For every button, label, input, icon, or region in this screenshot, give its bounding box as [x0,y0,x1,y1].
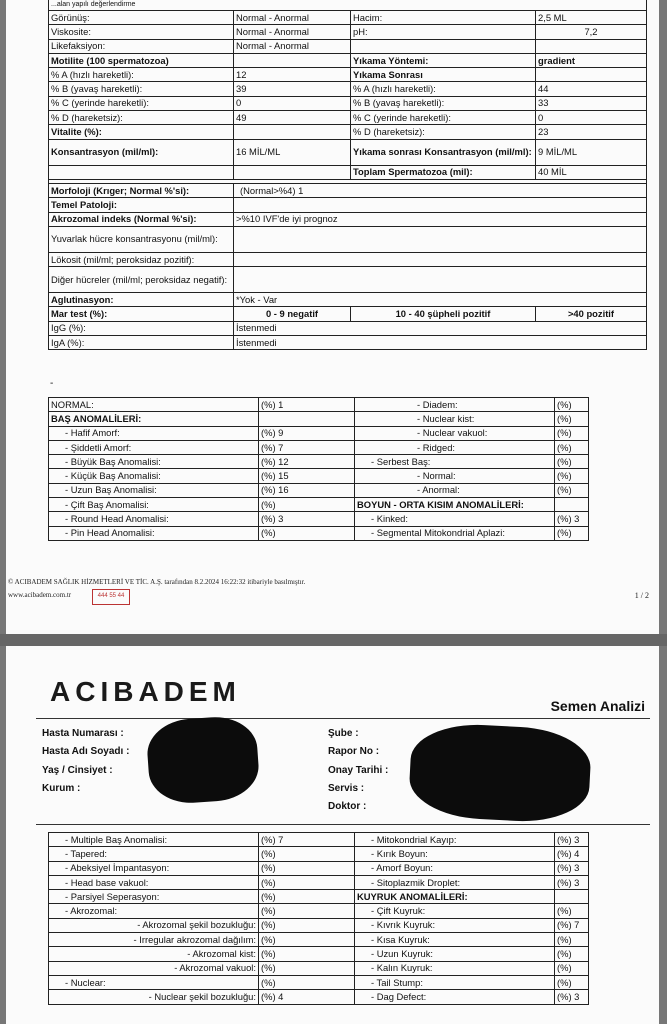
ypa-value: 44 [536,82,647,96]
nuclear-kist-value: (%) [555,412,589,426]
page-number: 1 / 2 [634,591,649,600]
head-base-value: (%) [259,875,355,889]
tail-stump-label: - Tail Stump: [355,975,555,989]
ypb-label: % B (yavaş hareketli): [351,96,536,110]
morfoloji-label: Morfoloji (Krıger; Normal %'si): [49,183,234,197]
mar-positive: >40 pozitif [536,307,647,321]
segmental-value: (%) [555,526,589,540]
serbest-bas-value: (%) [555,455,589,469]
parsiyel-label: - Parsiyel Seperasyon: [49,890,259,904]
kisa-kuyruk-value: (%) [555,933,589,947]
ypb-value: 33 [536,96,647,110]
onay-tarihi-label: Onay Tarihi : [328,765,389,776]
pd-value: 49 [234,111,351,125]
hotline-logo [92,589,130,605]
akr-kist-label: - Akrozomal kist: [49,947,259,961]
motilite-label: Motilite (100 spermatozoa) [49,53,234,67]
hacim-label: Hacim: [351,11,536,25]
konsantrasyon-label: Konsantrasyon (mil/ml): [49,139,234,165]
pin-head-value: (%) [259,526,355,540]
redaction-right [408,721,593,824]
semen-analysis-table [48,0,647,350]
kivrik-kuyruk-label: - Kıvrık Kuyruk: [355,918,555,932]
kalin-kuyruk-value: (%) [555,961,589,975]
yks-label: Yıkama sonrası Konsantrasyon (mil/ml): [351,139,536,165]
ypd-label: % D (hareketsiz): [351,125,536,139]
tapered-value: (%) [259,847,355,861]
multiple-bas-label: - Multiple Baş Anomalisi: [49,833,259,847]
akrozomal-label: Akrozomal indeks (Normal %'si): [49,212,234,226]
hotline-number: 444 55 44 [97,593,125,599]
cut-row: ...alan yapılı değerlendirme [49,0,647,11]
siddetli-amorf-label: - Şiddetli Amorf: [49,440,259,454]
normal-label: NORMAL: [49,398,259,412]
ridged-value: (%) [555,440,589,454]
normal-value: (%) 1 [259,398,355,412]
hafif-amorf-label: - Hafif Amorf: [49,426,259,440]
head-base-label: - Head base vakuol: [49,875,259,889]
kucuk-bas-label: - Küçük Baş Anomalisi: [49,469,259,483]
pd-label: % D (hareketsiz): [49,111,234,125]
sb-anormal-value: (%) [555,483,589,497]
pc-label: % C (yerinde hareketli): [49,96,234,110]
yas-cinsiyet-label: Yaş / Cinsiyet : [42,765,113,776]
iga-value: İstenmedi [234,336,647,350]
irregular-value: (%) [259,933,355,947]
akrozomal-label: - Akrozomal: [49,904,259,918]
nuclear-vakuol-value: (%) [555,426,589,440]
report-title: Semen Analizi [550,698,645,714]
patient-divider [36,824,650,825]
doktor-label: Doktor : [328,801,367,812]
kuyruk-anomalileri-label: KUYRUK ANOMALİLERİ: [355,890,555,904]
round-head-value: (%) 3 [259,512,355,526]
cift-bas-label: - Çift Baş Anomalisi: [49,498,259,512]
akr-kist-value: (%) [259,947,355,961]
pb-value: 39 [234,82,351,96]
mar-negative: 0 - 9 negatif [234,307,351,321]
amorf-boyun-label: - Amorf Boyun: [355,861,555,875]
yks-value: 9 MİL/ML [536,139,647,165]
ypa-label: % A (hızlı hareketli): [351,82,536,96]
likefaksiyon-value: Normal - Anormal [234,39,351,53]
hafif-amorf-value: (%) 9 [259,426,355,440]
sb-anormal-label: - Anormal: [355,483,555,497]
kalin-kuyruk-label: - Kalın Kuyruk: [355,961,555,975]
bas-anomalileri-label: BAŞ ANOMALİLERİ: [49,412,259,426]
gorunus-value: Normal - Anormal [234,11,351,25]
ypd-value: 23 [536,125,647,139]
yikama-sonrasi-label: Yıkama Sonrası [351,68,536,82]
buyuk-bas-value: (%) 12 [259,455,355,469]
dag-defect-value: (%) 3 [555,990,589,1004]
likefaksiyon-label: Likefaksiyon: [49,39,234,53]
pb-label: % B (yavaş hareketli): [49,82,234,96]
redaction-left [145,714,261,805]
abeksiyel-value: (%) [259,861,355,875]
hacim-value: 2,5 ML [536,11,647,25]
uzun-kuyruk-label: - Uzun Kuyruk: [355,947,555,961]
rapor-no-label: Rapor No : [328,746,380,757]
nuclear-value: (%) [259,975,355,989]
ridged-label: - Ridged: [355,440,555,454]
siddetli-amorf-value: (%) 7 [259,440,355,454]
hasta-no-label: Hasta Numarası : [42,728,124,739]
ypc-value: 0 [536,111,647,125]
temel-patoloji-label: Temel Patoloji: [49,198,234,212]
akr-vakuol-value: (%) [259,961,355,975]
lokosit-label: Lökosit (mil/ml; peroksidaz pozitif): [49,252,234,266]
kirik-boyun-label: - Kırık Boyun: [355,847,555,861]
viskozite-label: Viskosite: [49,25,234,39]
website-link[interactable]: www.acibadem.com.tr [8,591,72,599]
diadem-label: - Diadem: [355,398,555,412]
morfoloji-value: (Normal>%4) 1 [234,183,647,197]
toplam-label: Toplam Spermatozoa (mil): [351,165,536,179]
diger-label: Diğer hücreler (mil/ml; peroksidaz negatif): [49,267,234,293]
sube-label: Şube : [328,728,359,739]
iga-label: IgA (%): [49,336,234,350]
nuclear-kist-label: - Nuclear kist: [355,412,555,426]
sb-normal-label: - Normal: [355,469,555,483]
igg-value: İstenmedi [234,321,647,335]
kucuk-bas-value: (%) 15 [259,469,355,483]
pa-label: % A (hızlı hareketli): [49,68,234,82]
akrozomal-value: >%10 IVF'de iyi prognoz [234,212,647,226]
kirik-boyun-value: (%) 4 [555,847,589,861]
morphology-table-1 [48,397,589,541]
diadem-value: (%) [555,398,589,412]
kinked-value: (%) 3 [555,512,589,526]
akr-sekil-label: - Akrozomal şekil bozukluğu: [49,918,259,932]
tapered-label: - Tapered: [49,847,259,861]
cift-kuyruk-label: - Çift Kuyruk: [355,904,555,918]
toplam-value: 40 MİL [536,165,647,179]
mar-label: Mar test (%): [49,307,234,321]
abeksiyel-label: - Abeksiyel İmpantasyon: [49,861,259,875]
pin-head-label: - Pin Head Anomalisi: [49,526,259,540]
morphology-table-2 [48,832,589,1005]
acibadem-logo: ACIBADEM [50,676,241,707]
gorunus-label: Görünüş: [49,11,234,25]
uzun-kuyruk-value: (%) [555,947,589,961]
kivrik-kuyruk-value: (%) 7 [555,918,589,932]
amorf-boyun-value: (%) 3 [555,861,589,875]
buyuk-bas-label: - Büyük Baş Anomalisi: [49,455,259,469]
sitoplazmik-value: (%) 3 [555,875,589,889]
boyun-anomalileri-label: BOYUN - ORTA KISIM ANOMALİLERİ: [355,498,555,512]
nuclear-sekil-value: (%) 4 [259,990,355,1004]
multiple-bas-value: (%) 7 [259,833,355,847]
uzun-bas-label: - Uzun Baş Anomalisi: [49,483,259,497]
yikama-yontemi-value: gradient [536,53,647,67]
round-head-label: - Round Head Anomalisi: [49,512,259,526]
ypc-label: % C (yerinde hareketli): [351,111,536,125]
copyright-line: © ACIBADEM SAĞLIK HİZMETLERİ VE TİC. A.Ş. tarafından 8.2.2024 16:22:32 itibariyle basılmıştır. [8,578,306,586]
dag-defect-label: - Dag Defect: [355,990,555,1004]
nuclear-vakuol-label: - Nuclear vakuol: [355,426,555,440]
igg-label: IgG (%): [49,321,234,335]
akr-sekil-value: (%) [259,918,355,932]
kurum-label: Kurum : [42,783,81,794]
tail-stump-value: (%) [555,975,589,989]
irregular-label: - Irregular akrozomal dağılım: [49,933,259,947]
ph-label: pH: [351,25,536,39]
yuvarlak-label: Yuvarlak hücre konsantrasyonu (mil/ml): [49,226,234,252]
page-gap [0,634,667,646]
akrozomal-value: (%) [259,904,355,918]
servis-label: Servis : [328,783,365,794]
kinked-label: - Kinked: [355,512,555,526]
ph-value: 7,2 [536,25,647,39]
nuclear-label: - Nuclear: [49,975,259,989]
viskozite-value: Normal - Anormal [234,25,351,39]
konsantrasyon-value: 16 MİL/ML [234,139,351,165]
hasta-adi-label: Hasta Adı Soyadı : [42,746,130,757]
aglutinasyon-label: Aglutinasyon: [49,293,234,307]
parsiyel-value: (%) [259,890,355,904]
akr-vakuol-label: - Akrozomal vakuol: [49,961,259,975]
cift-kuyruk-value: (%) [555,904,589,918]
mar-suspicious: 10 - 40 şüpheli pozitif [351,307,536,321]
pc-value: 0 [234,96,351,110]
header-divider [36,718,650,719]
kisa-kuyruk-label: - Kısa Kuyruk: [355,933,555,947]
aglutinasyon-value: *Yok - Var [234,293,647,307]
mito-kayip-value: (%) 3 [555,833,589,847]
pa-value: 12 [234,68,351,82]
vitalite-label: Vitalite (%): [49,125,234,139]
separator-dash: - [50,378,54,389]
cift-bas-value: (%) [259,498,355,512]
report-page-1 [6,0,659,634]
sb-normal-value: (%) [555,469,589,483]
serbest-bas-label: - Serbest Baş: [355,455,555,469]
sitoplazmik-label: - Sitoplazmik Droplet: [355,875,555,889]
segmental-label: - Segmental Mitokondrial Aplazi: [355,526,555,540]
mito-kayip-label: - Mitokondrial Kayıp: [355,833,555,847]
nuclear-sekil-label: - Nuclear şekil bozukluğu: [49,990,259,1004]
report-page-2 [6,646,659,1024]
yikama-yontemi-label: Yıkama Yöntemi: [351,53,536,67]
uzun-bas-value: (%) 16 [259,483,355,497]
